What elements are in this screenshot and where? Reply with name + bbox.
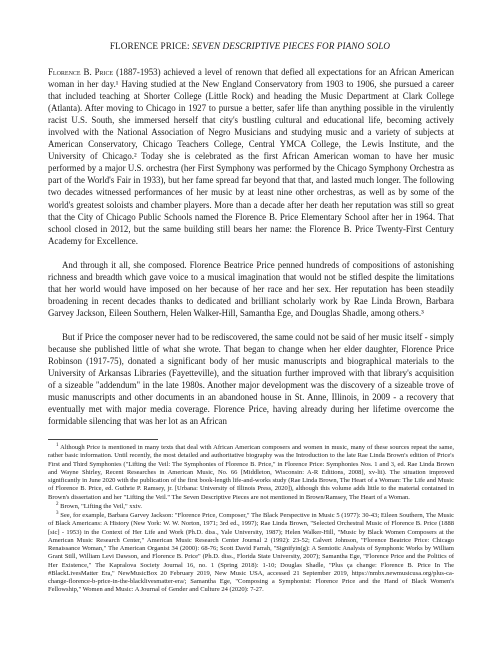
running-header xyxy=(0,41,500,51)
footnote-mark: 2 xyxy=(56,501,59,507)
body-text xyxy=(48,66,454,427)
paragraph xyxy=(48,66,454,247)
footnote-text: Although Price is mentioned in many texts that deal with African American composers and women in music, many of these sources repeat the same, rather basic information. Until recently, the most detailed and authoritative biography was the Introduction to the late Rae Linda Brown's edition of Price's First and Third Symphonies ("Lifting the Veil: The Symphonies of Florence B. Price," in Florence Price: Symphonies Nos. 1 and 3, ed. Rae Linda Brown and Wayne Shirley, Recent Researches in American Music, No. 66 [Middleton, Wisconsin: A-R Editions, 2008], xv-lii). The situation improved significantly in June 2020 with the publication of the first book-length life-and-works study (Rae Linda Brown, The Heart of a Woman: The Life and Music of Florence B. Price, ed. Guthrie P. Ramsey, jr. [Urbana: University of Illinois Press, 2020]), although this volume adds little to the material contained in Brown's dissertation and her "Lifting the Veil." The Seven Descriptive Pieces are not mentioned in Brown/Ramsey, The Heart of a Woman. xyxy=(48,444,454,501)
header-title: SEVEN DESCRIPTIVE PIECES FOR PIANO SOLO xyxy=(192,41,391,51)
paragraph xyxy=(48,331,454,427)
footnote xyxy=(48,503,454,511)
paragraph xyxy=(48,259,454,319)
footnote-divider xyxy=(48,439,158,440)
footnote-mark: 1 xyxy=(56,443,59,448)
paragraph-text: But if Price the composer never had to be rediscovered, the same could not be said of her music itself - simply because she published little of what she wrote. That began to change when her elder daughter, Florence Price Robinson (1917-75), donated a significant body of her music manuscripts and biographical materials to the University of Arkansas Libraries (Fayetteville), and the situation further improved with that library's acquisition of a sizeable "addendum" in the late 1980s. Another major development was the discovery of a sizeable trove of music manuscripts and other documents in an abandoned house in St. Anne, Illinois, in 2009 - a recovery that eventually met with major media coverage. Florence Price, having already during her lifetime overcome the formidable silencing that was her lot as an African xyxy=(48,331,454,427)
paragraph-text: And through it all, she composed. Florence Beatrice Price penned hundreds of compositions of astonishing richness and breadth which gave voice to a musical imagination that would not be stifled despite the limitations that her world would have imposed on her because of her race and her sex. Her reputation has been steadily broadening in recent decades thanks to dedicated and brilliant scholarly work by Rae Linda Brown, Barbara Garvey Jackson, Eileen Southern, Helen Walker-Hill, Samantha Ege, and Douglas Shadle, among others.³ xyxy=(48,259,454,318)
paragraph-text: (1887-1953) achieved a level of renown that defied all expectations for an African American woman in her day.¹ Having studied at the New England Conservatory from 1903 to 1906, she pursued a career that included teaching at Shorter College (Little Rock) and heading the Music Department at Clark College (Atlanta). After moving to Chicago in 1927 to pursue a better, safer life than anything possible in the virulently racist U.S. South, she immersed herself that city's bustling cultural and educational life, becoming actively involved with the National Association of Negro Musicians and studying music and a variety of subjects at American Conservatory, Chicago Teachers College, Central YMCA College, the Lewis Institute, and the University of Chicago.² Today she is celebrated as the first African American woman to have her music performed by a major U.S. orchestra (her First Symphony was performed by the Chicago Symphony Orchestra as part of the World's Fair in 1933), but her fame spread far beyond that that, and lasted much longer. The following two decades witnessed performances of her music by at least nine other orchestras, as well as by some of the world's greatest soloists and chamber players. More than a decade after her death her reputation was still so great that the City of Chicago Public Schools named the Florence B. Price Elementary School after her in 1964. That school closed in 2012, but the same building still bears her name: the Florence B. Price Twenty-First Century Academy for Excellence. xyxy=(48,67,454,246)
footnote-text: See, for example, Barbara Garvey Jackson: "Florence Price, Composer," The Black Perspective in Music 5 (1977): 30-43; Eileen Southern, The Music of Black Americans: A History (New York: W. W. Norton, 1971; 3rd ed., 1997); Rae Linda Brown, "Selected Orchestral Music of Florence B. Price (1888 [sic] - 1953) in the Context of Her Life and Work (Ph.D. diss., Yale University, 1987); Helen Walker-Hill, "Music by Black Women Composers at the American Music Research Center," American Music Research Center Journal 2 (1992): 23-52; Calvert Johnson, "Florence Beatrice Price: Chicago Renaissance Woman," The American Organist 34 (2000): 68-76; Scott David Farrah, "Signifyin(g): A Semiotic Analysis of Symphonic Works by William Grant Still, William Levi Dawson, and Florence B. Price" (Ph.D. diss., Florida State University, 2007); Samantha Ege, "Florence Price and the Politics of Her Existence," The Kapralova Society Journal 16, no. 1 (Spring 2018): 1-10; Douglas Shadle, "Plus ça change: Florence B. Price In The #BlackLivesMatter Era," NewMusicBox 20 February 2019, New Music USA, accessed 21 September 2019, https://nmbx.newmusicusa.org/plus-ca-change-florence-b-price-in-the-blacklivesmatter-era/; Samantha Ege, "Composing a Symphonist: Florence Price and the Hand of Black Women's Fellowship," Women and Music: A Journal of Gender and Culture 24 (2020): 7-27. xyxy=(48,512,454,594)
footnote-mark: 3 xyxy=(56,511,59,516)
footnote-text: Brown, "Lifting the Veil," xxiv. xyxy=(60,502,142,510)
header-prefix: FLORENCE PRICE: xyxy=(109,41,193,51)
footnote xyxy=(48,444,454,502)
footnotes xyxy=(48,444,454,596)
author-name-lead: Florence B. Price xyxy=(48,67,114,77)
footnote xyxy=(48,512,454,595)
